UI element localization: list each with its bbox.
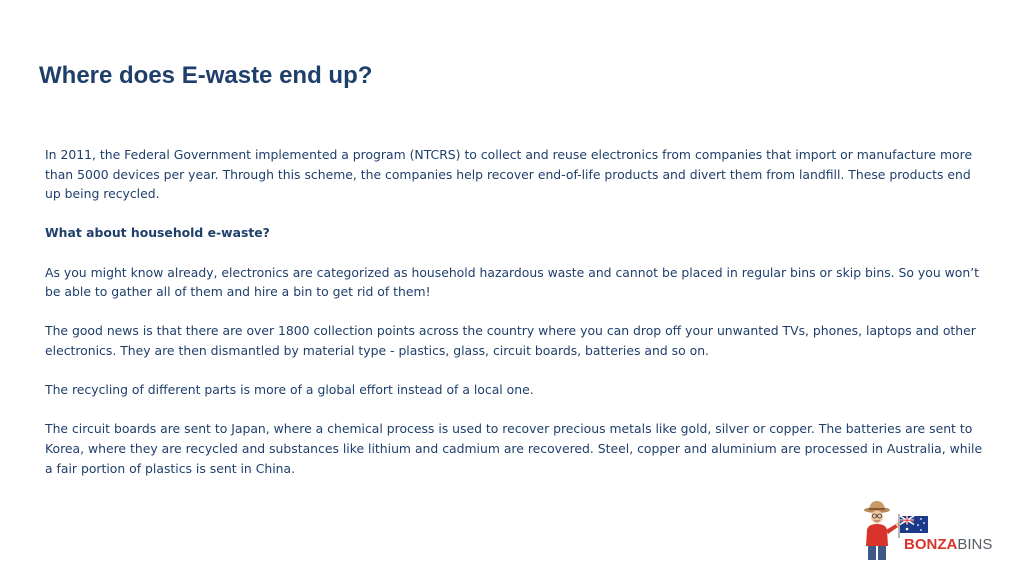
brand-wordmark-bonza: BONZA: [904, 536, 958, 553]
paragraph-recycling-destinations: The circuit boards are sent to Japan, where a chemical process is used to recover precious metals like gold, silver or copper. The batteries are sent to Korea, where they are recycled and substances like lithium and cadmium are recovered. Steel, copper and aluminium are processed in Australia, while a fair portion of plastics is sent in China.: [45, 421, 983, 476]
brand-wordmark-bins: BINS: [957, 536, 993, 553]
cowboy-mascot-icon: [864, 501, 900, 560]
slide-body: [45, 145, 990, 498]
slide-title: Where does E-waste end up?: [39, 62, 373, 89]
paragraph-global-effort: The recycling of different parts is more of a global effort instead of a local one.: [45, 382, 534, 398]
australian-flag-icon: [899, 514, 928, 538]
paragraph-collection-points: The good news is that there are over 1800 collection points across the country where you can drop off your unwanted TVs, phones, laptops and other electronics. They are then dismantled by material type - plastics, glass, circuit boards, batteries and so on.: [45, 323, 976, 358]
paragraph-hazardous-waste: As you might know already, electronics are categorized as household hazardous waste and cannot be placed in regular bins or skip bins. So you won’t be able to gather all of them and hire a bin to get rid of them!: [45, 264, 979, 300]
subheading-household-ewaste: What about household e-waste?: [45, 225, 270, 241]
paragraph-ntcrs: In 2011, the Federal Government implemented a program (NTCRS) to collect and reuse electronics from companies that import or manufacture more than 5000 devices per year. Through this scheme, the companies help recover end-of-life products and divert them from landfill. These products end up being recycled.: [45, 147, 973, 202]
brand-wordmark: [904, 536, 992, 553]
